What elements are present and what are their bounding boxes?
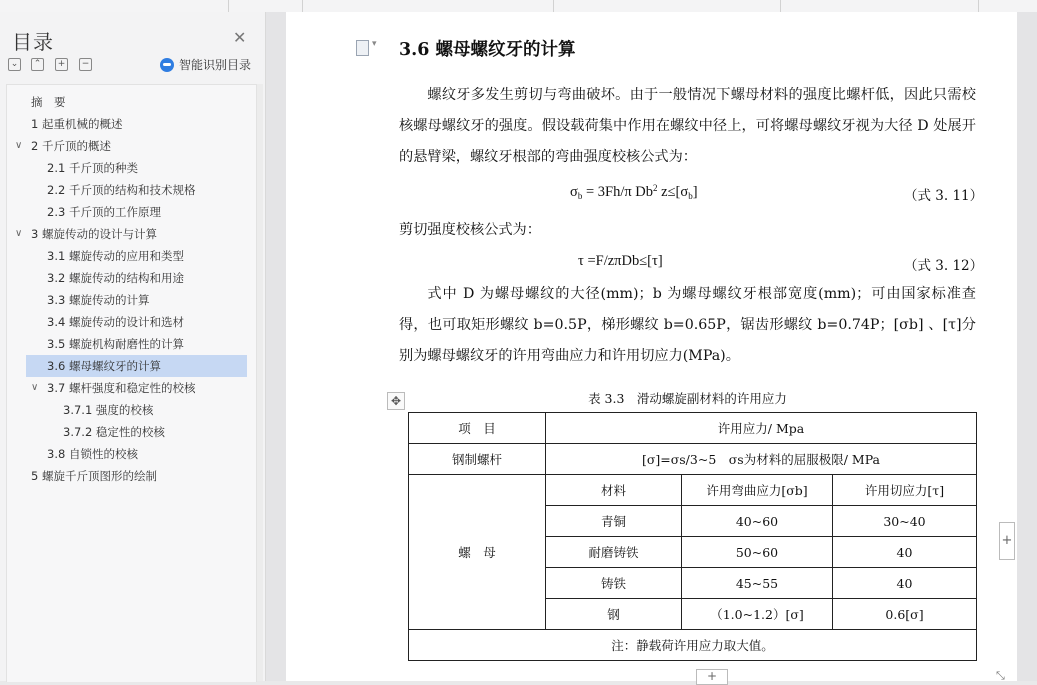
chevron-down-icon[interactable]: ∨: [15, 140, 23, 151]
toc-item[interactable]: [7, 113, 256, 135]
toc-item-label: 5 螺旋千斤顶图形的绘制: [31, 469, 157, 483]
toc-item-label: 3.2 螺旋传动的结构和用途: [47, 271, 184, 285]
document-outline-icon[interactable]: [356, 40, 369, 56]
formula-subscript: b: [577, 191, 583, 201]
toc-item-label: 摘 要: [31, 95, 66, 109]
table-resize-icon[interactable]: ⤡: [996, 669, 1005, 682]
material-stress-table: [408, 412, 977, 661]
toc-title: 目录: [12, 30, 54, 54]
ruler-tick: [302, 0, 303, 12]
document-page[interactable]: [286, 12, 1017, 681]
shear-formula: τ =F/zπDb≤[τ]: [578, 253, 663, 269]
table-move-handle[interactable]: ✥: [387, 392, 405, 410]
table-cell[interactable]: 铸铁: [546, 568, 682, 599]
table-row: [409, 475, 977, 506]
toc-list: [6, 84, 257, 682]
table-cell[interactable]: 钢制螺杆: [409, 444, 546, 475]
chevron-down-icon[interactable]: ∨: [31, 382, 39, 393]
table-cell[interactable]: 40~60: [682, 506, 833, 537]
toc-item-label: 2 千斤顶的概述: [31, 139, 111, 153]
toc-item-label: 3.3 螺旋传动的计算: [47, 293, 150, 307]
table-subheader-cell[interactable]: 许用切应力[τ]: [833, 475, 977, 506]
toc-item[interactable]: [7, 377, 256, 399]
toc-item-label: 3.1 螺旋传动的应用和类型: [47, 249, 184, 263]
table-cell[interactable]: 螺 母: [409, 475, 546, 630]
toc-item-label: 3.6 螺母螺纹牙的计算: [47, 359, 161, 373]
toc-item[interactable]: [7, 333, 256, 355]
bending-formula: [570, 183, 698, 201]
toc-item[interactable]: [7, 421, 256, 443]
toc-item[interactable]: [7, 267, 256, 289]
formula-subscript: b: [688, 191, 693, 201]
toc-item-label: 2.3 千斤顶的工作原理: [47, 205, 161, 219]
table-caption: 表 3.3 滑动螺旋副材料的许用应力: [588, 391, 787, 406]
paragraph: 螺纹牙多发生剪切与弯曲破坏。由于一般情况下螺母材料的强度比螺杆低，因此只需校核螺母螺纹牙的强度。假设载荷集中作用在螺纹中径上，可将螺母螺纹牙视为大径 D 处展开的悬臂梁，螺纹牙根部的弯曲强度校核公式为：: [399, 87, 976, 165]
toc-item-label: 3.4 螺旋传动的设计和选材: [47, 315, 184, 329]
ruler-tick: [228, 0, 229, 12]
toc-item-label: 3.7 螺杆强度和稳定性的校核: [47, 381, 196, 395]
section-heading: 3.6 螺母螺纹牙的计算: [399, 40, 576, 60]
toc-item[interactable]: [7, 311, 256, 333]
toc-item[interactable]: [7, 135, 256, 157]
toc-item[interactable]: [7, 179, 256, 201]
toc-item-label: 3.7.1 强度的校核: [63, 403, 154, 417]
equation-number: （式 3. 12）: [904, 258, 984, 274]
toc-item[interactable]: [7, 465, 256, 487]
formula-tail: z≤[σ: [657, 184, 689, 200]
table-cell[interactable]: 40: [833, 568, 977, 599]
table-subheader-cell[interactable]: 材料: [546, 475, 682, 506]
toc-item[interactable]: [7, 245, 256, 267]
toc-item[interactable]: [7, 223, 256, 245]
toc-item[interactable]: [7, 399, 256, 421]
table-cell[interactable]: 耐磨铸铁: [546, 537, 682, 568]
ruler-tick: [553, 0, 554, 12]
table-cell[interactable]: 45~55: [682, 568, 833, 599]
table-header-cell[interactable]: 许用应力/ Mpa: [546, 413, 977, 444]
table-note-cell[interactable]: 注：静载荷许用应力取大值。: [409, 630, 977, 661]
toc-item-label: 1 起重机械的概述: [31, 117, 123, 131]
table-cell[interactable]: 0.6[σ]: [833, 599, 977, 630]
add-column-button[interactable]: +: [999, 522, 1015, 560]
equation-number: （式 3. 11）: [904, 188, 984, 204]
expand-all-icon[interactable]: ⌄: [8, 58, 21, 71]
table-cell[interactable]: [σ]=σs/3~5 σs为材料的屈服极限/ MPa: [546, 444, 977, 475]
table-cell[interactable]: 30~40: [833, 506, 977, 537]
toc-item-label: 3 螺旋传动的设计与计算: [31, 227, 157, 241]
table-header-cell[interactable]: 项 目: [409, 413, 546, 444]
formula-superscript: 2: [653, 183, 658, 193]
smart-toc-button[interactable]: [160, 56, 251, 73]
table-row: [409, 444, 977, 475]
table-cell[interactable]: 钢: [546, 599, 682, 630]
toc-item-label: 3.8 自锁性的校核: [47, 447, 138, 461]
toc-pane: [0, 12, 266, 681]
toc-item[interactable]: [7, 355, 256, 377]
paragraph: 式中 D 为螺母螺纹的大径(mm)；b 为螺母螺纹牙根部宽度(mm)；可由国家标准查得，也可取矩形螺纹 b=0.5P，梯形螺纹 b=0.65P，锯齿形螺纹 b=0.74P；[σb] 、[τ]分别为螺母螺纹牙的许用弯曲应力和许用切应力(MPa)。: [399, 286, 976, 364]
close-icon[interactable]: ✕: [233, 28, 247, 47]
add-heading-icon[interactable]: +: [55, 58, 68, 71]
formula-body: = 3Fh/π Db: [582, 184, 654, 200]
collapse-up-icon[interactable]: ⌃: [31, 58, 44, 71]
toc-item[interactable]: [7, 91, 256, 113]
toc-item-label: 2.1 千斤顶的种类: [47, 161, 138, 175]
toc-item-label: 3.5 螺旋机构耐磨性的计算: [47, 337, 184, 351]
toc-item-label: 2.2 千斤顶的结构和技术规格: [47, 183, 196, 197]
add-row-button[interactable]: +: [696, 669, 728, 685]
toc-item-label: 3.7.2 稳定性的校核: [63, 425, 165, 439]
chevron-down-icon[interactable]: ∨: [15, 228, 23, 239]
table-subheader-cell[interactable]: 许用弯曲应力[σb]: [682, 475, 833, 506]
table-cell[interactable]: 50~60: [682, 537, 833, 568]
smart-toc-label: 智能识别目录: [179, 58, 252, 72]
table-row: [409, 630, 977, 661]
document-area: [266, 12, 1037, 681]
table-row: [409, 413, 977, 444]
formula-symbol: σ: [570, 184, 578, 200]
ruler-tick: [978, 0, 979, 12]
paragraph: 剪切强度校核公式为：: [399, 222, 541, 238]
formula-close: ]: [692, 184, 698, 200]
table-cell[interactable]: （1.0~1.2）[σ]: [682, 599, 833, 630]
toc-item[interactable]: [7, 443, 256, 465]
table-cell[interactable]: 青铜: [546, 506, 682, 537]
toc-scrollbar[interactable]: [257, 84, 263, 681]
toc-item[interactable]: [7, 201, 256, 223]
ruler-tick: [780, 0, 781, 12]
toc-item[interactable]: [7, 157, 256, 179]
toc-item[interactable]: [7, 289, 256, 311]
remove-heading-icon[interactable]: −: [79, 58, 92, 71]
table-cell[interactable]: 40: [833, 537, 977, 568]
smart-recognize-icon: [160, 58, 174, 72]
